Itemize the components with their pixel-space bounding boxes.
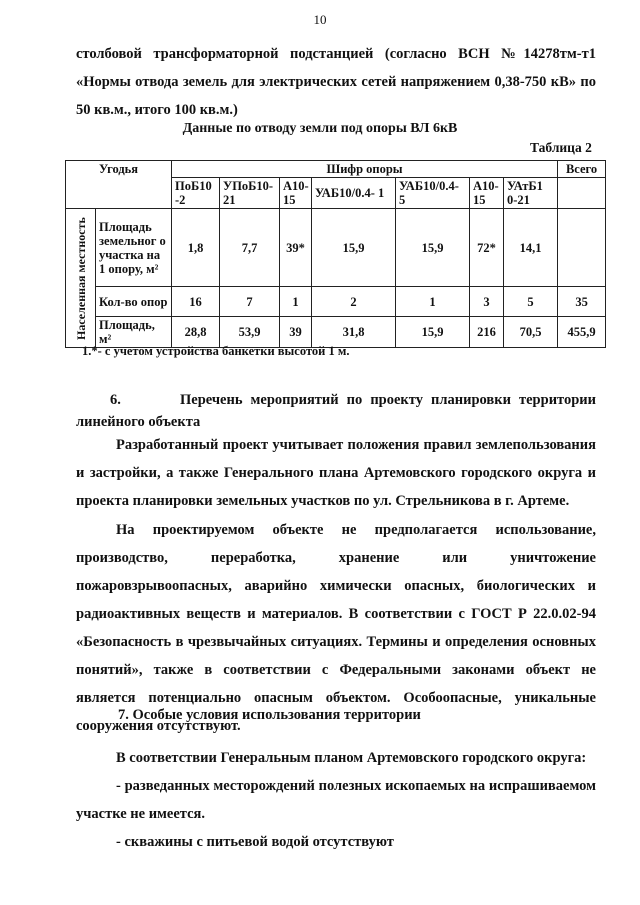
- section-6-title-text: Перечень мероприятий по проекту планировки территории: [180, 392, 596, 408]
- value-cell: 216: [470, 317, 504, 348]
- value-cell: 2: [312, 287, 396, 317]
- code-cell: УАтБ1 0-21: [504, 178, 558, 209]
- total-cell: 35: [558, 287, 606, 317]
- header-code: Шифр опоры: [172, 161, 558, 178]
- header-total: Всего: [558, 161, 606, 178]
- value-cell: 16: [172, 287, 220, 317]
- value-cell: 72*: [470, 209, 504, 287]
- value-cell: 3: [470, 287, 504, 317]
- header-land: Угодья: [66, 161, 172, 209]
- value-cell: 70,5: [504, 317, 558, 348]
- section-6-title-line1: [76, 389, 596, 411]
- value-cell: 39*: [280, 209, 312, 287]
- total-cell: 455,9: [558, 317, 606, 348]
- value-cell: 53,9: [220, 317, 280, 348]
- value-cell: 15,9: [312, 209, 396, 287]
- code-cell: А10- 15: [280, 178, 312, 209]
- group-label: Населенная местность: [66, 209, 96, 348]
- table-header-row: [66, 161, 606, 178]
- value-cell: 39: [280, 317, 312, 348]
- code-cell: УАБ10/0.4- 5: [396, 178, 470, 209]
- table-number: Таблица 2: [530, 140, 592, 155]
- value-cell: 7: [220, 287, 280, 317]
- value-cell: 31,8: [312, 317, 396, 348]
- value-cell: 28,8: [172, 317, 220, 348]
- page-number: 10: [313, 12, 327, 27]
- paragraph-project-considerations: Разработанный проект учитывает положения правил землепользования и застройки, а также Генерального плана Артемовского городского округа и проекта планировки земельных участков по ул. Стрельникова в г. Артеме.: [76, 437, 596, 509]
- table-caption: Данные по отводу земли под опоры ВЛ 6кВ: [182, 121, 458, 136]
- row-label: Площадь земельног о участка на 1 опору, м²: [96, 209, 172, 287]
- code-cell: А10- 15: [470, 178, 504, 209]
- table-footnote: 1.*- с учетом устройства банкетки высотой 1 м.: [82, 344, 350, 358]
- value-cell: 7,7: [220, 209, 280, 287]
- value-cell: 5: [504, 287, 558, 317]
- total-cell: [558, 209, 606, 287]
- table-row: [66, 317, 606, 348]
- section-6-title-line2: линейного объекта: [76, 414, 201, 430]
- value-cell: 1: [280, 287, 312, 317]
- land-allocation-table: [65, 160, 606, 348]
- bullet-water-wells: - скважины с питьевой водой отсутствуют: [116, 834, 394, 850]
- code-cell: УПоБ10- 21: [220, 178, 280, 209]
- value-cell: 15,9: [396, 317, 470, 348]
- table-row: [66, 287, 606, 317]
- section-6-heading: [76, 389, 596, 433]
- table-row: [66, 209, 606, 287]
- row-label: Кол-во опор: [96, 287, 172, 317]
- value-cell: 14,1: [504, 209, 558, 287]
- row-label: Площадь, м²: [96, 317, 172, 348]
- bullet-deposits: - разведанных месторождений полезных ископаемых на испрашиваемом участке не имеется.: [76, 778, 596, 822]
- code-cell: УАБ10/0.4- 1: [312, 178, 396, 209]
- paragraph-hazardous-materials: На проектируемом объекте не предполагается использование, производство, переработка, хранение или уничтожение пожаровзрывоопасных, аварийно химически опасных, биологических и радиоактивных веществ и материалов. В соответствии с ГОСТ Р 22.0.02-94 «Безопасность в чрезвычайных ситуациях. Термины и определения основных понятий», также в соответствии с Федеральными законами объект не является потенциально опасным объектом. Особоопасные, уникальные сооружения отсутствуют.: [76, 522, 596, 734]
- value-cell: 1: [396, 287, 470, 317]
- paragraph-general-plan: В соответствии Генеральным планом Артемовского городского округа:: [116, 750, 587, 766]
- code-cell: ПоБ10 -2: [172, 178, 220, 209]
- value-cell: 15,9: [396, 209, 470, 287]
- section-7-heading: 7. Особые условия использования территории: [118, 707, 421, 723]
- intro-paragraph: столбовой трансформаторной подстанцией (согласно ВСН №14278тм-т1 «Нормы отвода земель для электрических сетей напряжением 0,38-750 кВ» по 50 кв.м., итого 100 кв.м.): [76, 46, 596, 118]
- value-cell: 1,8: [172, 209, 220, 287]
- code-cell-empty: [558, 178, 606, 209]
- section-6-number: 6.: [110, 392, 121, 408]
